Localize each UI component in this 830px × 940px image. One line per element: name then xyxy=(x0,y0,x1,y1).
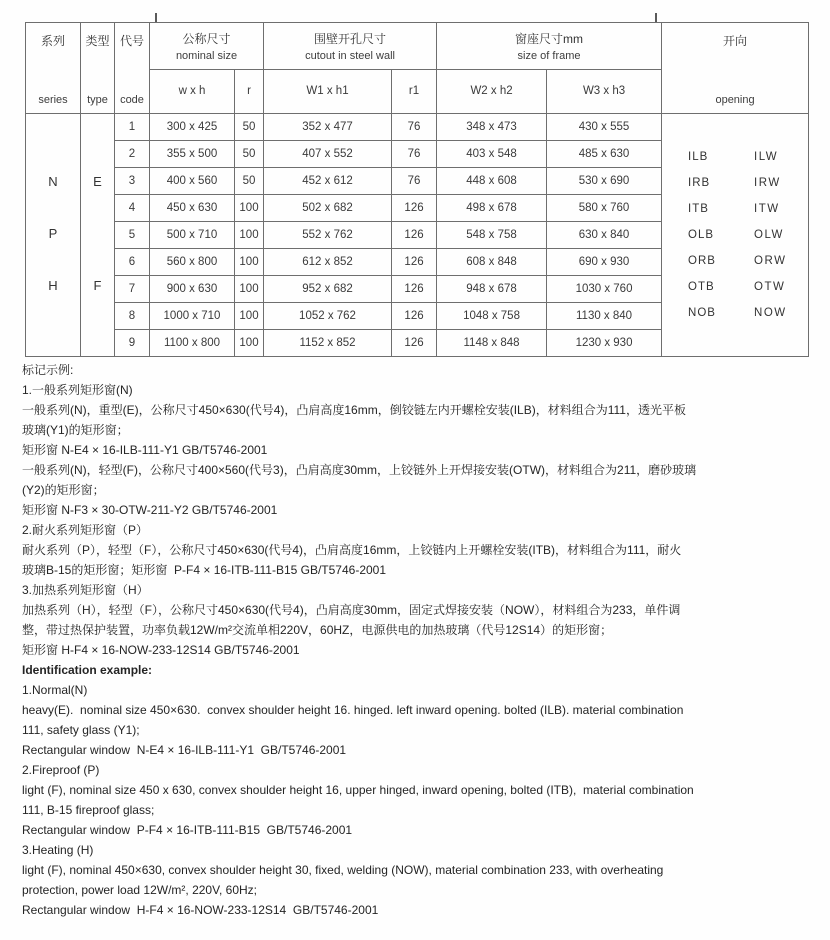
r1-cell: 76 xyxy=(392,114,437,141)
w1h1-cell: 352 x 477 xyxy=(264,114,392,141)
opening-code-welded: ITW xyxy=(754,203,780,215)
w2h2-cell: 1048 x 758 xyxy=(437,303,547,330)
type-header-cn: 类型 xyxy=(85,34,110,48)
w2h2-cell: 448 x 608 xyxy=(437,168,547,195)
r-cell: 100 xyxy=(235,330,264,357)
wxh-cell: 1000 x 710 xyxy=(150,303,235,330)
w3h3-cell: 580 x 760 xyxy=(547,195,662,222)
note-line: 一般系列(N)，重型(E)，公称尺寸450×630(代号4)，凸肩高度16mm，倒铰链左内开螺栓安装(ILB)，材料组合为111，透光平板 xyxy=(22,403,686,417)
code-cell: 2 xyxy=(115,141,150,168)
w2h2-cell: 1148 x 848 xyxy=(437,330,547,357)
w3h3-cell: 1230 x 930 xyxy=(547,330,662,357)
series-letter: P xyxy=(48,226,58,241)
note-line: 111, B-15 fireproof glass; xyxy=(22,803,155,817)
note-line: (Y2)的矩形窗； xyxy=(22,483,105,497)
note-line: 3.加热系列矩形窗（H） xyxy=(22,583,149,597)
opening-code-list xyxy=(662,144,808,326)
r-cell: 50 xyxy=(235,141,264,168)
code-cell: 8 xyxy=(115,303,150,330)
r1-cell: 126 xyxy=(392,330,437,357)
w1h1-cell: 1152 x 852 xyxy=(264,330,392,357)
r-cell: 100 xyxy=(235,276,264,303)
opening-code-bolted: OTB xyxy=(688,281,715,293)
col-header-r1: r1 xyxy=(392,69,437,114)
note-line: 耐火系列（P），轻型（F），公称尺寸450×630(代号4)，凸肩高度16mm，上铰链内上开螺栓安装(ITB)，材料组合为111，耐火 xyxy=(22,543,682,557)
series-letter: N xyxy=(48,174,58,189)
note-line: 1.一般系列矩形窗(N) xyxy=(22,383,133,397)
scan-tick-mark xyxy=(655,13,657,22)
note-line: 加热系列（H），轻型（F），公称尺寸450×630(代号4)，凸肩高度30mm，固定式焊接安装（NOW），材料组合为233，单件调 xyxy=(22,603,681,617)
series-header-cn: 系列 xyxy=(40,34,65,48)
note-line: 标记示例: xyxy=(22,363,74,377)
w1h1-cell: 407 x 552 xyxy=(264,141,392,168)
wxh-cell: 400 x 560 xyxy=(150,168,235,195)
note-line: 2.耐火系列矩形窗（P） xyxy=(22,523,149,537)
wxh-cell: 500 x 710 xyxy=(150,222,235,249)
w2h2-cell: 948 x 678 xyxy=(437,276,547,303)
col-header-w2h2: W2 x h2 xyxy=(437,69,547,114)
code-header-en: code xyxy=(120,94,144,106)
nominal-size-header-en: nominal size xyxy=(175,49,238,62)
opening-code-bolted: ILB xyxy=(688,151,709,163)
identification-notes xyxy=(22,360,814,920)
window-spec-table xyxy=(25,22,809,357)
series-letter: H xyxy=(48,278,58,293)
opening-code-welded: OLW xyxy=(754,229,784,241)
r-cell: 100 xyxy=(235,195,264,222)
r-cell: 100 xyxy=(235,303,264,330)
w1h1-cell: 552 x 762 xyxy=(264,222,392,249)
type-letter: F xyxy=(93,278,102,293)
opening-code-pair xyxy=(662,222,808,248)
r1-cell: 126 xyxy=(392,276,437,303)
note-line: 玻璃B-15的矩形窗；矩形窗 P-F4 × 16-ITB-111-B15 GB/T5746-2001 xyxy=(22,563,387,577)
note-line: 1.Normal(N) xyxy=(22,683,88,697)
opening-code-welded: ILW xyxy=(754,151,779,163)
wxh-cell: 355 x 500 xyxy=(150,141,235,168)
col-header-w3h3: W3 x h3 xyxy=(547,69,662,114)
note-line: Rectangular window N-E4 × 16-ILB-111-Y1 GB/T5746-2001 xyxy=(22,743,347,757)
note-line: 玻璃(Y1)的矩形窗； xyxy=(22,423,129,437)
note-line: 矩形窗 H-F4 × 16-NOW-233-12S14 GB/T5746-2001 xyxy=(22,643,300,657)
col-header-r: r xyxy=(235,69,264,114)
wxh-cell: 900 x 630 xyxy=(150,276,235,303)
r1-cell: 126 xyxy=(392,195,437,222)
opening-code-welded: ORW xyxy=(754,255,787,267)
type-letter: E xyxy=(93,174,102,189)
col-header-type xyxy=(81,23,115,114)
r-cell: 100 xyxy=(235,222,264,249)
col-header-frame-size xyxy=(437,23,662,70)
wxh-cell: 450 x 630 xyxy=(150,195,235,222)
w2h2-cell: 403 x 548 xyxy=(437,141,547,168)
code-cell: 1 xyxy=(115,114,150,141)
code-cell: 7 xyxy=(115,276,150,303)
note-line: heavy(E). nominal size 450×630. convex shoulder height 16. hinged. left inward opening. bolted (ILB). material combination xyxy=(22,703,684,717)
opening-code-pair xyxy=(662,196,808,222)
note-line: 111, safety glass (Y1); xyxy=(22,723,140,737)
w3h3-cell: 430 x 555 xyxy=(547,114,662,141)
note-line: 矩形窗 N-E4 × 16-ILB-111-Y1 GB/T5746-2001 xyxy=(22,443,268,457)
w1h1-cell: 502 x 682 xyxy=(264,195,392,222)
opening-code-bolted: ORB xyxy=(688,255,716,267)
opening-code-pair xyxy=(662,274,808,300)
r1-cell: 126 xyxy=(392,303,437,330)
col-header-cutout xyxy=(264,23,437,70)
col-header-wxh: w x h xyxy=(150,69,235,114)
w1h1-cell: 952 x 682 xyxy=(264,276,392,303)
cutout-header-en: cutout in steel wall xyxy=(305,49,395,62)
opening-code-bolted: ITB xyxy=(688,203,709,215)
col-header-opening xyxy=(662,23,809,114)
w2h2-cell: 348 x 473 xyxy=(437,114,547,141)
opening-column-inner xyxy=(662,118,808,352)
w3h3-cell: 1130 x 840 xyxy=(547,303,662,330)
r1-cell: 76 xyxy=(392,168,437,195)
col-header-series xyxy=(26,23,81,114)
w3h3-cell: 485 x 630 xyxy=(547,141,662,168)
w2h2-cell: 548 x 758 xyxy=(437,222,547,249)
opening-code-welded: IRW xyxy=(754,177,781,189)
opening-code-pair xyxy=(662,144,808,170)
code-cell: 5 xyxy=(115,222,150,249)
opening-code-pair xyxy=(662,248,808,274)
series-header-en: series xyxy=(38,94,68,106)
r-cell: 100 xyxy=(235,249,264,276)
note-line: Rectangular window H-F4 × 16-NOW-233-12S14 GB/T5746-2001 xyxy=(22,903,379,917)
frame-size-header-en: size of frame xyxy=(517,49,581,62)
frame-size-header-cn: 窗座尺寸mm xyxy=(515,31,584,46)
w2h2-cell: 608 x 848 xyxy=(437,249,547,276)
note-line: 一般系列(N)，轻型(F)，公称尺寸400×560(代号3)，凸肩高度30mm，上铰链外上开焊接安装(OTW)，材料组合为211，磨砂玻璃 xyxy=(22,463,697,477)
r-cell: 50 xyxy=(235,114,264,141)
nominal-size-header-cn: 公称尺寸 xyxy=(182,31,231,46)
w2h2-cell: 498 x 678 xyxy=(437,195,547,222)
wxh-cell: 560 x 800 xyxy=(150,249,235,276)
opening-code-welded: NOW xyxy=(754,307,787,319)
note-line: Identification example: xyxy=(22,663,153,677)
w1h1-cell: 1052 x 762 xyxy=(264,303,392,330)
note-line: protection, power load 12W/m², 220V, 60Hz; xyxy=(22,883,258,897)
note-line: 2.Fireproof (P) xyxy=(22,763,100,777)
type-column-inner xyxy=(81,118,114,352)
w3h3-cell: 1030 x 760 xyxy=(547,276,662,303)
r1-cell: 126 xyxy=(392,249,437,276)
opening-header-en: opening xyxy=(715,94,755,106)
wxh-cell: 300 x 425 xyxy=(150,114,235,141)
code-cell: 4 xyxy=(115,195,150,222)
series-column xyxy=(26,114,81,357)
note-line: 矩形窗 N-F3 × 30-OTW-211-Y2 GB/T5746-2001 xyxy=(22,503,278,517)
code-cell: 6 xyxy=(115,249,150,276)
col-header-w1h1: W1 x h1 xyxy=(264,69,392,114)
note-line: light (F), nominal 450×630, convex shoulder height 30, fixed, welding (NOW), material combination 233, with overheating xyxy=(22,863,664,877)
w3h3-cell: 530 x 690 xyxy=(547,168,662,195)
code-cell: 3 xyxy=(115,168,150,195)
opening-code-bolted: NOB xyxy=(688,307,716,319)
note-line: 3.Heating (H) xyxy=(22,843,94,857)
note-line: 整，带过热保护装置，功率负载12W/m²交流单相220V，60HZ，电源供电的加热玻璃（代号12S14）的矩形窗； xyxy=(22,623,613,637)
opening-code-bolted: OLB xyxy=(688,229,715,241)
opening-code-bolted: IRB xyxy=(688,177,711,189)
r1-cell: 126 xyxy=(392,222,437,249)
wxh-cell: 1100 x 800 xyxy=(150,330,235,357)
opening-code-pair xyxy=(662,300,808,326)
table-row xyxy=(26,114,809,141)
col-header-code xyxy=(115,23,150,114)
code-header-cn: 代号 xyxy=(119,34,144,48)
opening-header-cn: 开向 xyxy=(723,34,748,48)
w3h3-cell: 630 x 840 xyxy=(547,222,662,249)
col-header-nominal-size xyxy=(150,23,264,70)
w1h1-cell: 612 x 852 xyxy=(264,249,392,276)
w3h3-cell: 690 x 930 xyxy=(547,249,662,276)
code-cell: 9 xyxy=(115,330,150,357)
opening-code-welded: OTW xyxy=(754,281,786,293)
scan-tick-mark xyxy=(155,13,157,22)
r1-cell: 76 xyxy=(392,141,437,168)
type-header-en: type xyxy=(87,94,108,106)
series-column-inner xyxy=(26,118,80,352)
note-line: Rectangular window P-F4 × 16-ITB-111-B15 GB/T5746-2001 xyxy=(22,823,353,837)
r-cell: 50 xyxy=(235,168,264,195)
note-line: light (F), nominal size 450 x 630, convex shoulder height 16, upper hinged, inward opening, bolted (ITB), material combination xyxy=(22,783,694,797)
w1h1-cell: 452 x 612 xyxy=(264,168,392,195)
opening-column xyxy=(662,114,809,357)
type-column xyxy=(81,114,115,357)
cutout-header-cn: 围壁开孔尺寸 xyxy=(314,31,387,46)
opening-code-pair xyxy=(662,170,808,196)
